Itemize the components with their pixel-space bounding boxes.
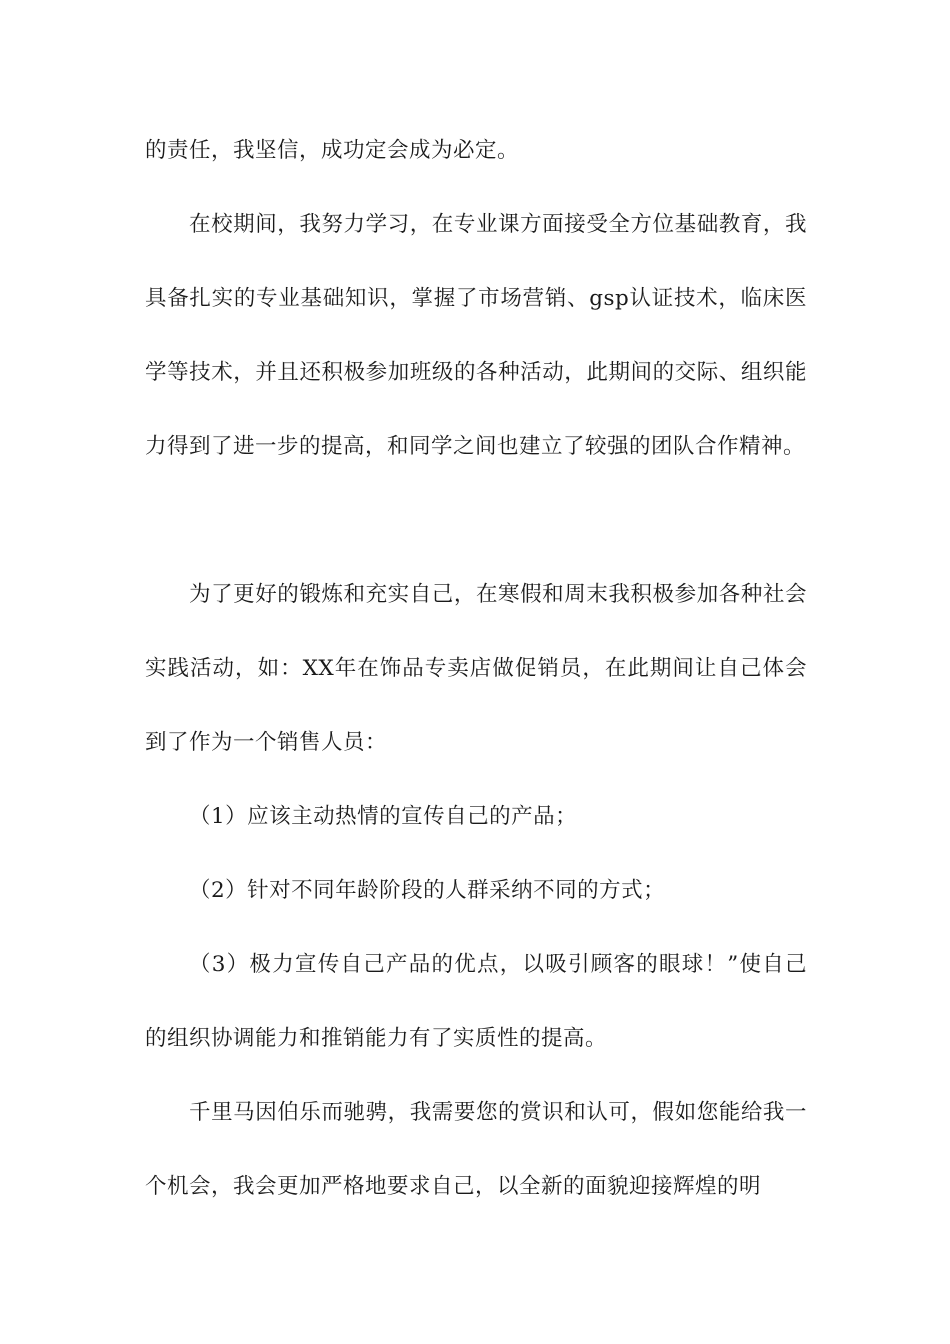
list-item-3: （3）极力宣传自己产品的优点，以吸引顾客的眼球！”使自己的组织协调能力和推销能力有了实质性的提高。: [145, 952, 807, 1051]
list-item-1: （1）应该主动热情的宣传自己的产品；: [189, 804, 578, 829]
paragraph-continuation: 的责任，我坚信，成功定会成为必定。: [145, 138, 520, 163]
list-item-2: （2）针对不同年龄阶段的人群采纳不同的方式；: [189, 878, 666, 903]
paragraph-school-period: 在校期间，我努力学习，在专业课方面接受全方位基础教育，我具备扎实的专业基础知识，掌握了市场营销、gsp认证技术，临床医学等技术，并且还积极参加班级的各种活动，此期间的交际、组织能力得到了进一步的提高，和同学之间也建立了较强的团队合作精神。: [145, 212, 807, 459]
paragraph-closing: 千里马因伯乐而驰骋，我需要您的赏识和认可，假如您能给我一个机会，我会更加严格地要求自己，以全新的面貌迎接辉煌的明: [145, 1100, 807, 1199]
paragraph-social-practice: 为了更好的锻炼和充实自己，在寒假和周末我积极参加各种社会实践活动，如：XX年在饰品专卖店做促销员，在此期间让自己体会到了作为一个销售人员：: [145, 582, 807, 755]
